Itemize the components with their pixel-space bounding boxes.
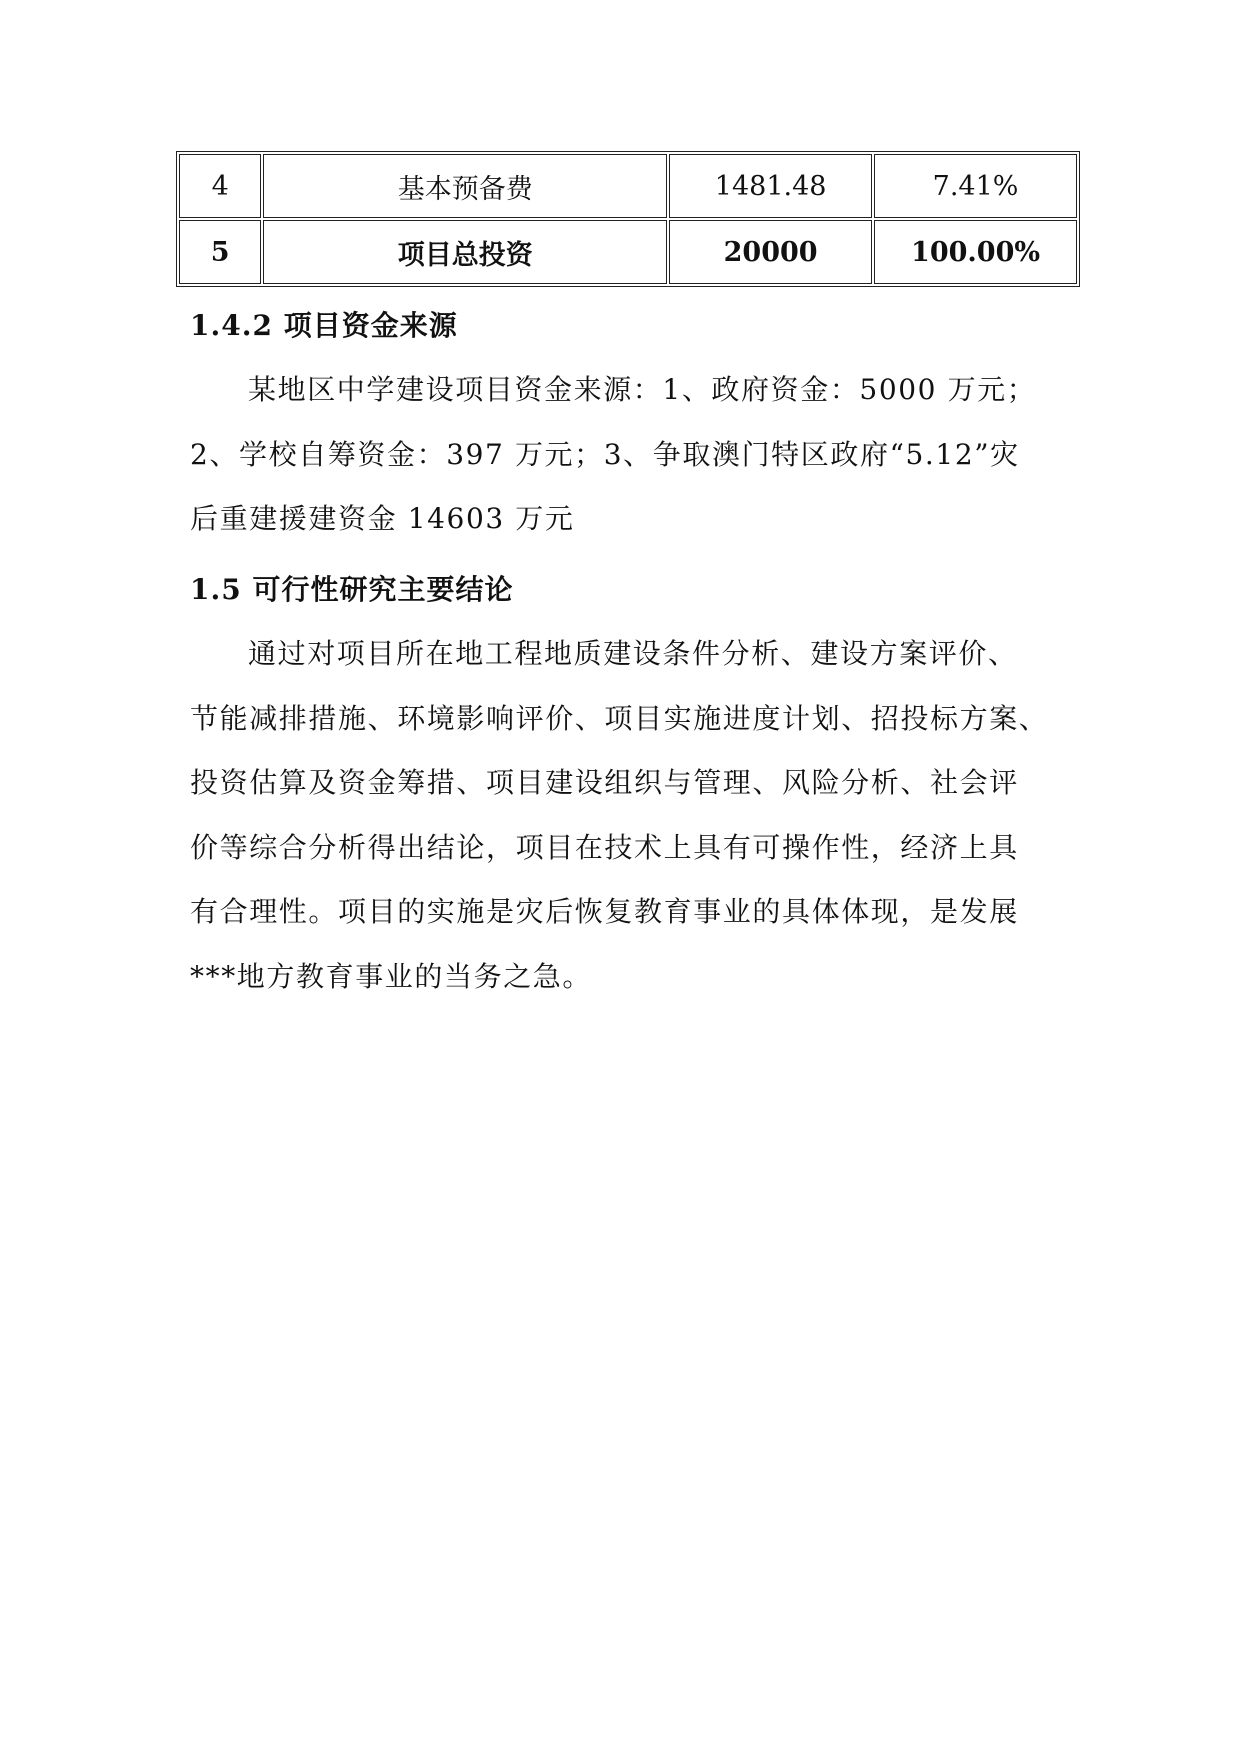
paragraph-line: ***地方教育事业的当务之急。 [190,959,593,993]
paragraph-line: 投资估算及资金筹措、项目建设组织与管理、风险分析、社会评 [190,766,1019,799]
item-name: 基本预备费 [263,154,667,218]
item-amount: 1481.48 [669,154,872,218]
item-name: 项目总投资 [263,220,667,284]
paragraph-conclusion [190,622,1060,1009]
item-percent: 7.41% [874,154,1077,218]
table-row-total [179,220,1077,284]
paragraph-line: 节能减排措施、环境影响评价、项目实施进度计划、招投标方案、 [190,701,1049,735]
item-percent: 100.00% [874,220,1077,284]
paragraph-line: 后重建援建资金 14603 万元 [190,502,575,535]
paragraph-line: 某地区中学建设项目资金来源：1、政府资金：5000 万元； [248,373,1037,406]
paragraph-funding-source [190,358,1060,552]
paragraph-line: 有合理性。项目的实施是灾后恢复教育事业的具体体现，是发展 [190,895,1019,928]
row-number: 5 [179,220,261,284]
paragraph-line: 2、学校自筹资金：397 万元；3、争取澳门特区政府“5.12”灾 [190,437,1020,471]
row-number: 4 [179,154,261,218]
investment-table [176,151,1080,287]
paragraph-line: 通过对项目所在地工程地质建设条件分析、建设方案评价、 [248,637,1018,670]
table-row [179,154,1077,218]
paragraph-line: 价等综合分析得出结论，项目在技术上具有可操作性，经济上具 [190,830,1019,864]
item-amount: 20000 [669,220,872,284]
section-heading-funding-source: 1.4.2 项目资金来源 [190,309,458,342]
section-heading-conclusion: 1.5 可行性研究主要结论 [190,573,514,606]
